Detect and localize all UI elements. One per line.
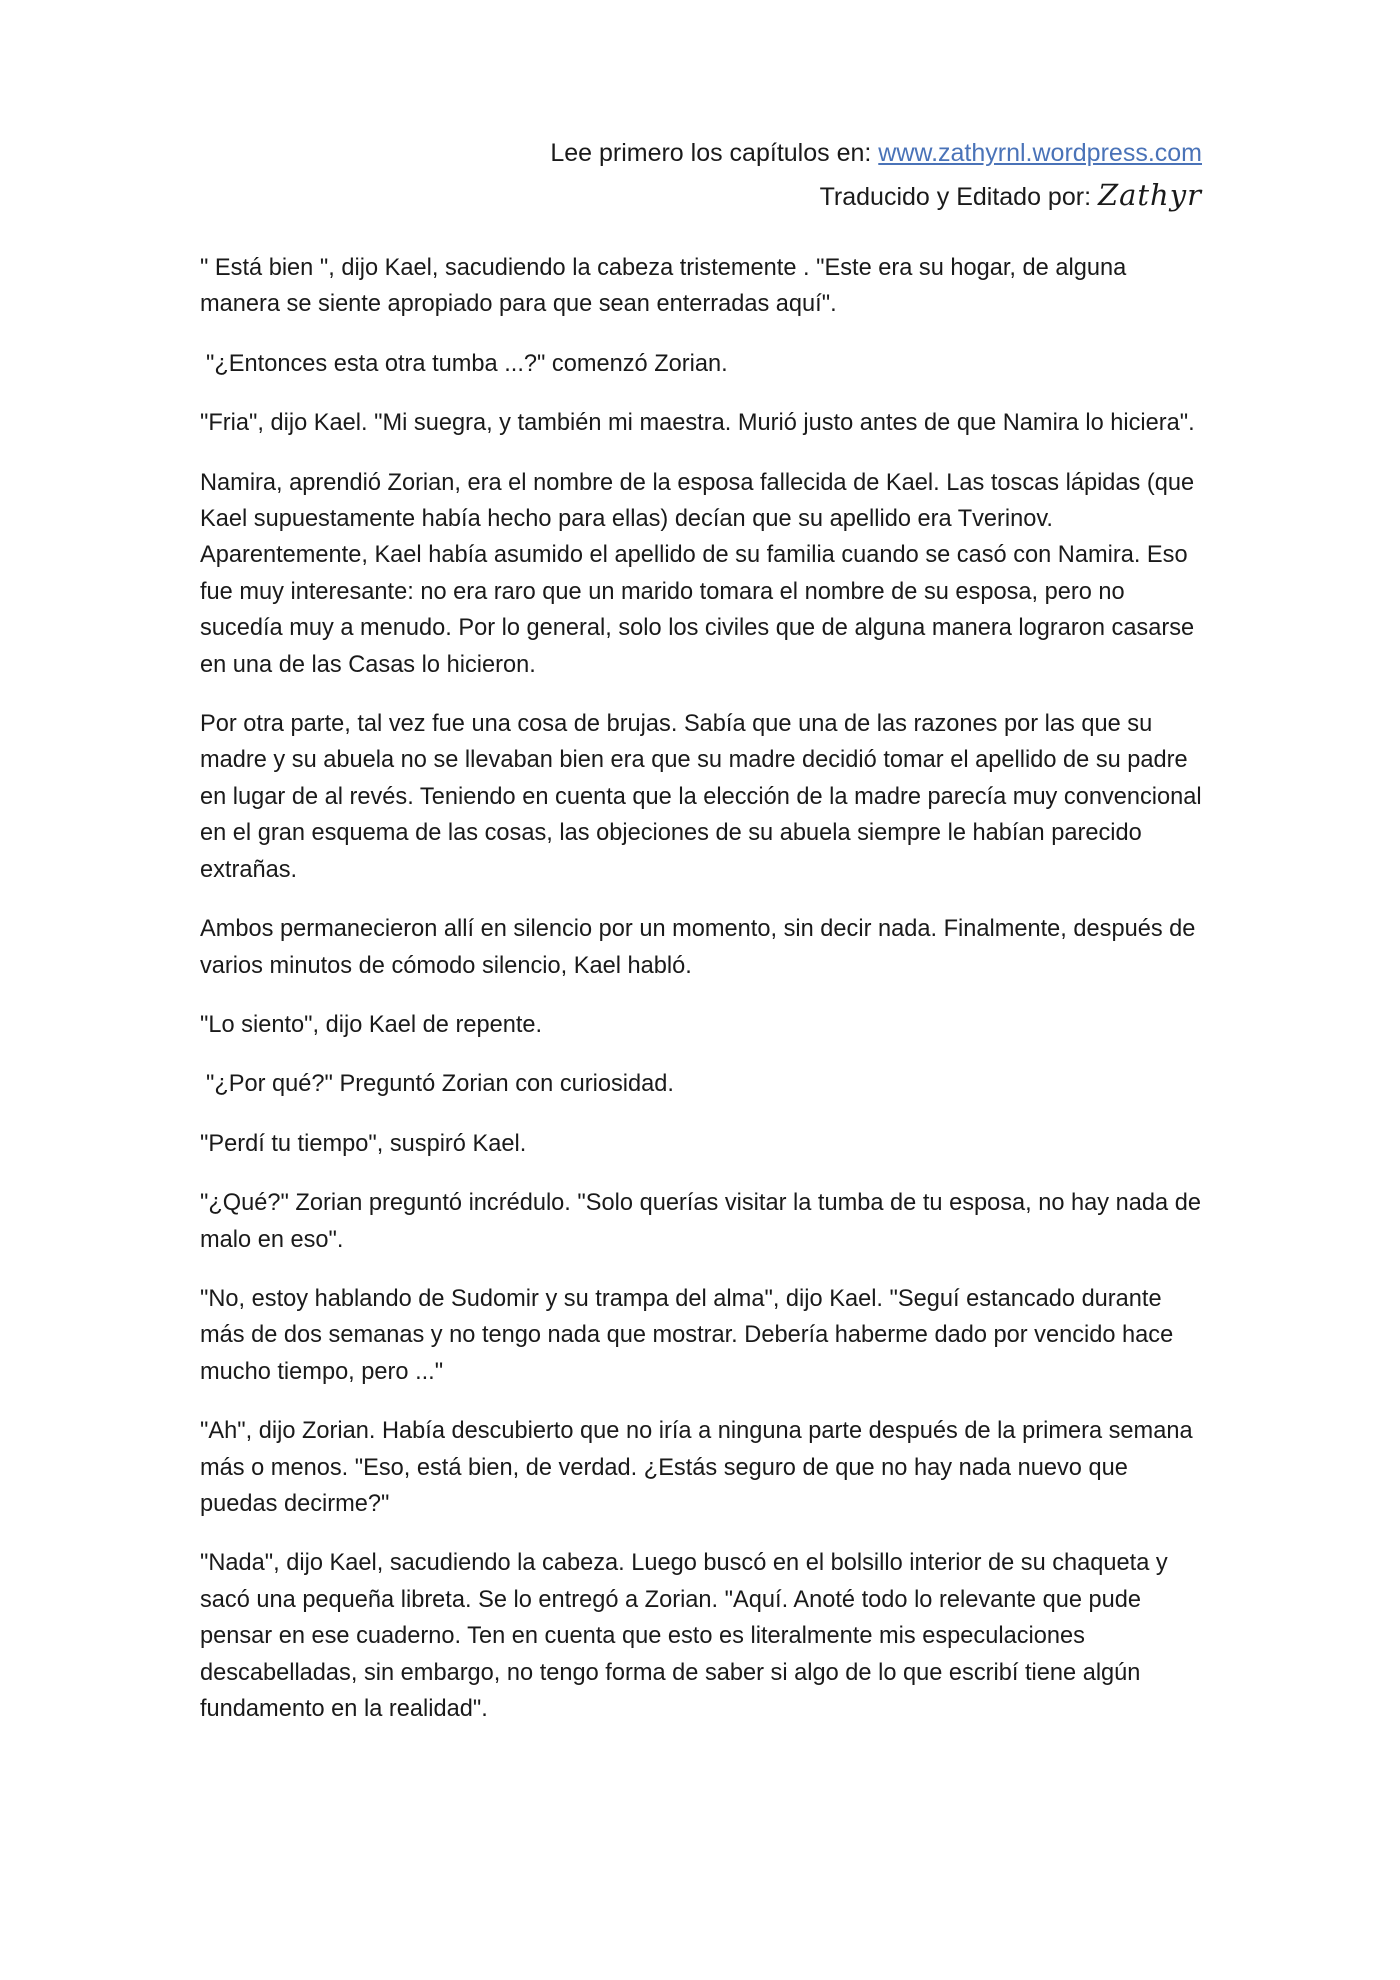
paragraph: "¿Entonces esta otra tumba ...?" comenzó Zorian.: [206, 350, 728, 377]
credit-line: [550, 174, 1202, 218]
translator-name: Zathyr: [1097, 178, 1202, 212]
credit-label: Traducido y Editado por:: [819, 183, 1098, 211]
paragraph: Namira, aprendió Zorian, era el nombre de la esposa fallecida de Kael. Las toscas lápidas (que Kael supuestamente había hecho para ellas) decían que su apellido era Tverinov. Aparentemente, Kael había asumido el apellido de su familia cuando se casó con Namira. Eso fue muy interesante: no era raro que un marido tomara el nombre de su esposa, pero no sucedía muy a menudo. Por lo general, solo los civiles que de alguna manera lograron casarse en una de las Casas lo hicieron.: [200, 469, 1195, 678]
page-header: [550, 132, 1202, 218]
paragraph: "Ah", dijo Zorian. Había descubierto que no iría a ninguna parte después de la primera semana más o menos. "Eso, está bien, de verdad. ¿Estás seguro de que no hay nada nuevo que puedas decirme?": [200, 1418, 1193, 1517]
read-first-label: Lee primero los capítulos en:: [550, 139, 879, 167]
paragraph: "No, estoy hablando de Sudomir y su trampa del alma", dijo Kael. "Seguí estancado durante más de dos semanas y no tengo nada que mostrar. Debería haberme dado por vencido hace mucho tiempo, pero ...": [200, 1285, 1174, 1385]
paragraph: "Perdí tu tiempo", suspiró Kael.: [200, 1130, 527, 1157]
paragraph: "¿Por qué?" Preguntó Zorian con curiosidad.: [206, 1071, 674, 1098]
paragraph: " Está bien ", dijo Kael, sacudiendo la cabeza tristemente . "Este era su hogar, de alguna manera se siente apropiado para que sean enterradas aquí".: [200, 255, 1127, 318]
paragraph: "Fria", dijo Kael. "Mi suegra, y también mi maestra. Murió justo antes de que Namira lo hiciera".: [200, 410, 1195, 437]
paragraph: Por otra parte, tal vez fue una cosa de brujas. Sabía que una de las razones por las que su madre y su abuela no se llevaban bien era que su madre decidió tomar el apellido de su padre en lugar de al revés. Teniendo en cuenta que la elección de la madre parecía muy convencional en el gran esquema de las cosas, las objeciones de su abuela siempre le habían parecido extrañas.: [200, 711, 1202, 883]
paragraph: "Nada", dijo Kael, sacudiendo la cabeza. Luego buscó en el bolsillo interior de su chaqueta y sacó una pequeña libreta. Se lo entregó a Zorian. "Aquí. Anoté todo lo relevante que pude pensar en ese cuaderno. Ten en cuenta que esto es literalmente mis especulaciones descabelladas, sin embargo, no tengo forma de saber si algo de lo que escribí tiene algún fundamento en la realidad".: [200, 1550, 1168, 1722]
paragraph: Ambos permanecieron allí en silencio por un momento, sin decir nada. Finalmente, después de varios minutos de cómodo silencio, Kael habló.: [200, 916, 1196, 979]
read-first-line: [550, 132, 1202, 174]
paragraph: "¿Qué?" Zorian preguntó incrédulo. "Solo querías visitar la tumba de tu esposa, no hay nada de malo en eso".: [200, 1190, 1201, 1253]
site-link[interactable]: www.zathyrnl.wordpress.com: [878, 139, 1202, 167]
chapter-body: [200, 250, 1202, 1750]
paragraph: "Lo siento", dijo Kael de repente.: [200, 1011, 543, 1038]
